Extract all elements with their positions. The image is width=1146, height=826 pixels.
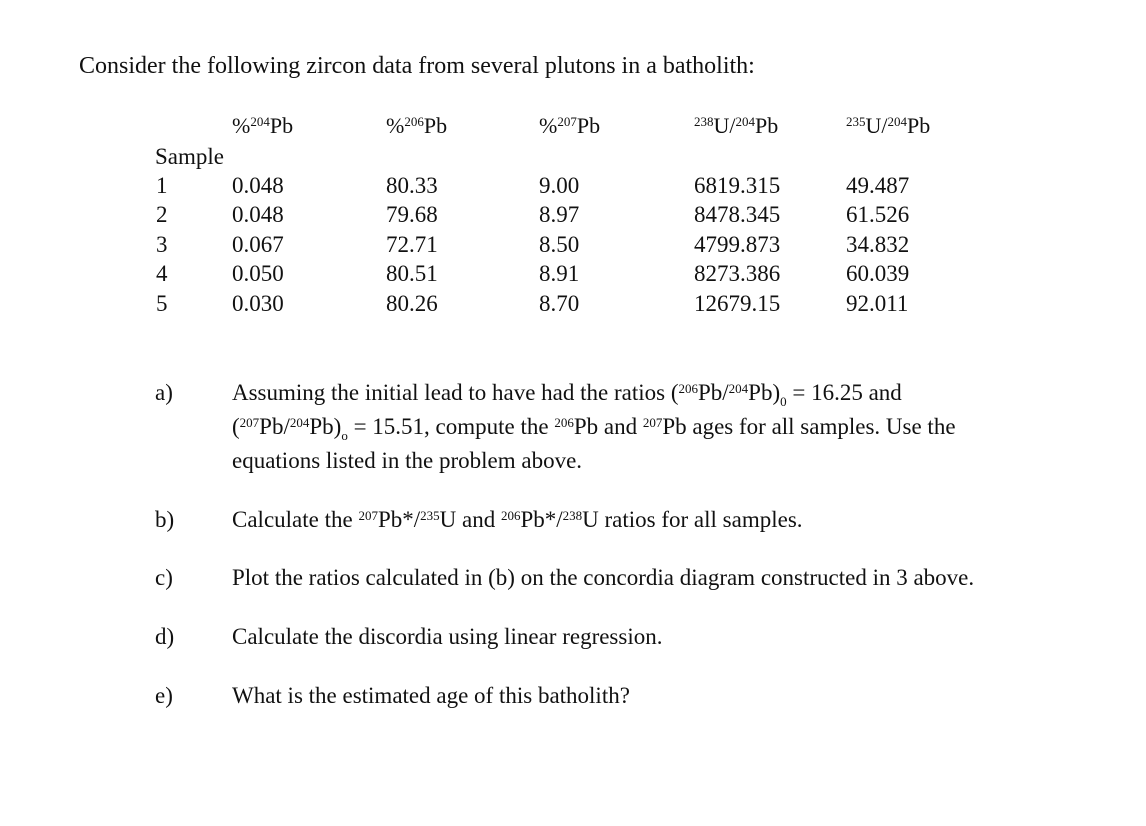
header-235u-204pb: $^{235}$U/$^{204}$Pb xyxy=(846,113,931,138)
table-cell: 92.011 xyxy=(846,291,909,316)
table-row-sample: 5 xyxy=(156,291,168,316)
table-cell: 9.00 xyxy=(539,173,580,198)
table-row-sample: 3 xyxy=(156,232,168,257)
table-cell: 8.70 xyxy=(539,291,580,316)
question-c-letter: c) xyxy=(155,565,173,590)
table-cell: 0.048 xyxy=(232,202,284,227)
header-pct-206pb: %$^{206}$Pb xyxy=(386,113,448,138)
table-cell: 61.526 xyxy=(846,202,910,227)
table-row-sample: 1 xyxy=(156,173,168,198)
table-cell: 8.50 xyxy=(539,232,580,257)
table-cell: 8.97 xyxy=(539,202,580,227)
question-a-line1: Assuming the initial lead to have had the ratios $(^{206}Pb/^{204}Pb)_0 = 16.25$ and xyxy=(232,380,902,409)
table-cell: 80.33 xyxy=(386,173,438,198)
question-a-line3: equations listed in the problem above. xyxy=(232,448,583,473)
table-cell: 80.26 xyxy=(386,291,438,316)
table-cell: 49.487 xyxy=(846,173,910,198)
table-cell: 0.050 xyxy=(232,261,284,286)
table-cell: 8478.345 xyxy=(694,202,781,227)
question-c-text: Plot the ratios calculated in (b) on the concordia diagram constructed in 3 above. xyxy=(232,565,975,590)
table-cell: 0.030 xyxy=(232,291,284,316)
table-cell: 8.91 xyxy=(539,261,580,286)
table-cell: 4799.873 xyxy=(694,232,781,257)
table-cell: 60.039 xyxy=(846,261,910,286)
question-d-text: Calculate the discordia using linear regression. xyxy=(232,624,663,649)
table-cell: 34.832 xyxy=(846,232,910,257)
intro-text: Consider the following zircon data from several plutons in a batholith: xyxy=(79,53,755,79)
sample-label: Sample xyxy=(155,144,224,169)
table-cell: 6819.315 xyxy=(694,173,781,198)
header-pct-204pb: %$^{204}$Pb xyxy=(232,113,294,138)
question-a-letter: a) xyxy=(155,380,173,405)
header-238u-204pb: $^{238}$U/$^{204}$Pb xyxy=(694,113,779,138)
table-cell: 12679.15 xyxy=(694,291,781,316)
table-cell: 80.51 xyxy=(386,261,438,286)
header-pct-207pb: %$^{207}$Pb xyxy=(539,113,601,138)
table-cell: 0.067 xyxy=(232,232,284,257)
question-d-letter: d) xyxy=(155,624,175,649)
table-row-sample: 2 xyxy=(156,202,168,227)
table-cell: 0.048 xyxy=(232,173,284,198)
table-cell: 79.68 xyxy=(386,202,438,227)
question-e-letter: e) xyxy=(155,683,173,708)
question-e-text: What is the estimated age of this batholith? xyxy=(232,683,630,708)
table-cell: 72.71 xyxy=(386,232,438,257)
question-b-text: Calculate the $^{207}$Pb*/$^{235}$U and $^{206}$Pb*/$^{238}$U ratios for all samples. xyxy=(232,507,803,532)
question-b-letter: b) xyxy=(155,507,175,532)
table-cell: 8273.386 xyxy=(694,261,781,286)
question-a-line2: $(^{207}Pb/^{204}Pb)_o = 15.51$, compute the $^{206}$Pb and $^{207}$Pb ages for all samples. Use the xyxy=(232,414,956,443)
table-row-sample: 4 xyxy=(156,261,168,286)
